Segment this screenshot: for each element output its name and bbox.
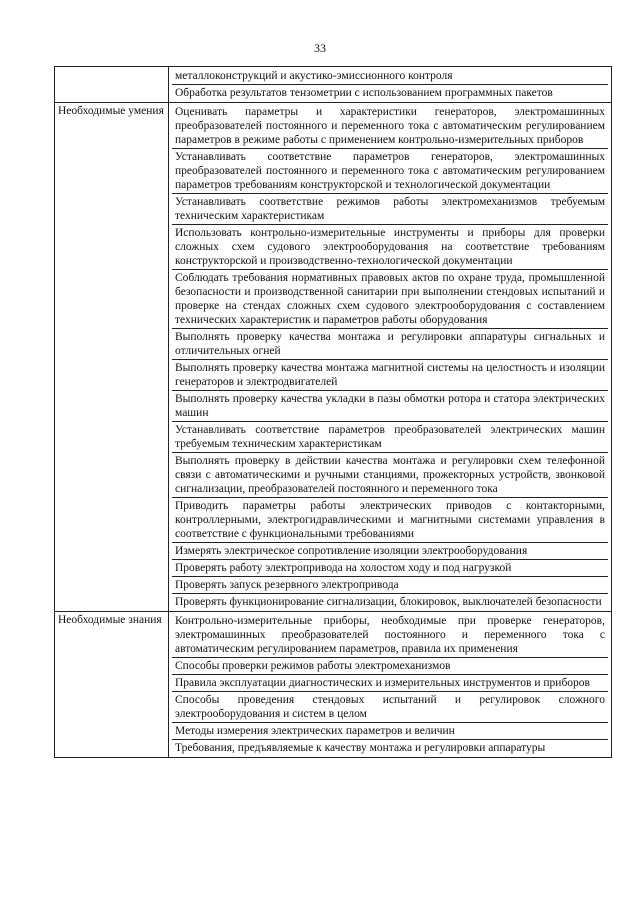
table-cell-text: металлоконструкций и акустико-эмиссионного контроля <box>172 68 608 85</box>
table-row <box>55 103 612 612</box>
knowledge-label: Необходимые знания <box>55 612 169 758</box>
list-item: Выполнять проверку качества монтажа и регулировки аппаратуры сигнальных и отличительных огней <box>172 329 608 360</box>
list-item: Использовать контрольно-измерительные инструменты и приборы для проверки сложных схем судового электрооборудования на соответствие требованиям конструкторской и производственно-технологической документации <box>172 225 608 270</box>
list-item: Проверять запуск резервного электропривода <box>172 577 608 594</box>
list-item: Способы проведения стендовых испытаний и регулировок сложного электрооборудования и систем в целом <box>172 692 608 723</box>
list-item: Устанавливать соответствие параметров генераторов, электромашинных преобразователей постоянного и переменного тока с автоматическим регулированием параметров требованиям конструкторской и технологической документации <box>172 149 608 194</box>
list-item: Выполнять проверку в действии качества монтажа и регулировки схем телефонной связи с автоматическими и ручными станциями, прожекторных устройств, звонковой сигнализации, преобразователей постоянного и переменного тока <box>172 453 608 498</box>
list-item: Проверять функционирование сигнализации, блокировок, выключателей безопасности <box>175 596 602 608</box>
top-rows-cell <box>169 67 612 103</box>
list-item: Методы измерения электрических параметров и величин <box>172 723 608 740</box>
table-cell-text: Обработка результатов тензометрии с использованием программных пакетов <box>175 87 553 99</box>
table-row <box>55 612 612 758</box>
list-item: Измерять электрическое сопротивление изоляции электрооборудования <box>172 543 608 560</box>
list-item: Устанавливать соответствие параметров преобразователей электрических машин требуемым техническим характеристикам <box>172 422 608 453</box>
requirements-table <box>54 66 612 758</box>
skills-list <box>169 103 612 612</box>
list-item: Выполнять проверку качества монтажа магнитной системы на целостность и изоляции генераторов и электродвигателей <box>172 360 608 391</box>
table-row <box>55 67 612 103</box>
list-item: Оценивать параметры и характеристики генераторов, электромашинных преобразователей постоянного и переменного тока с автоматическим регулированием параметров в режиме работы с применением контрольно-измерительных приборов <box>172 104 608 149</box>
list-item: Выполнять проверку качества укладки в пазы обмотки ротора и статора электрических машин <box>172 391 608 422</box>
list-item: Правила эксплуатации диагностических и измерительных инструментов и приборов <box>172 675 608 692</box>
list-item: Контрольно-измерительные приборы, необходимые при проверке генераторов, электромашинных преобразователей постоянного и переменного тока с автоматическим регулированием параметров, правила их применения <box>172 613 608 658</box>
list-item: Соблюдать требования нормативных правовых актов по охране труда, промышленной безопасности и производственной санитарии при выполнении стендовых испытаний и проверке на стендах сложных схем судового электрооборудования с составлением технических характеристик и параметров работы оборудования <box>172 270 608 329</box>
list-item: Проверять работу электропривода на холостом ходу и под нагрузкой <box>172 560 608 577</box>
page-number: 33 <box>314 41 326 55</box>
label-cell-empty <box>55 67 169 103</box>
list-item: Устанавливать соответствие режимов работы электромеханизмов требуемым техническим характеристикам <box>172 194 608 225</box>
knowledge-list <box>169 612 612 758</box>
skills-label: Необходимые умения <box>55 103 169 612</box>
list-item: Приводить параметры работы электрических приводов с контакторными, контроллерными, электрогидравлическими и магнитными системами управления в соответствие с функциональными требованиями <box>172 498 608 543</box>
list-item: Требования, предъявляемые к качеству монтажа и регулировки аппаратуры <box>175 742 546 754</box>
list-item: Способы проверки режимов работы электромеханизмов <box>172 658 608 675</box>
